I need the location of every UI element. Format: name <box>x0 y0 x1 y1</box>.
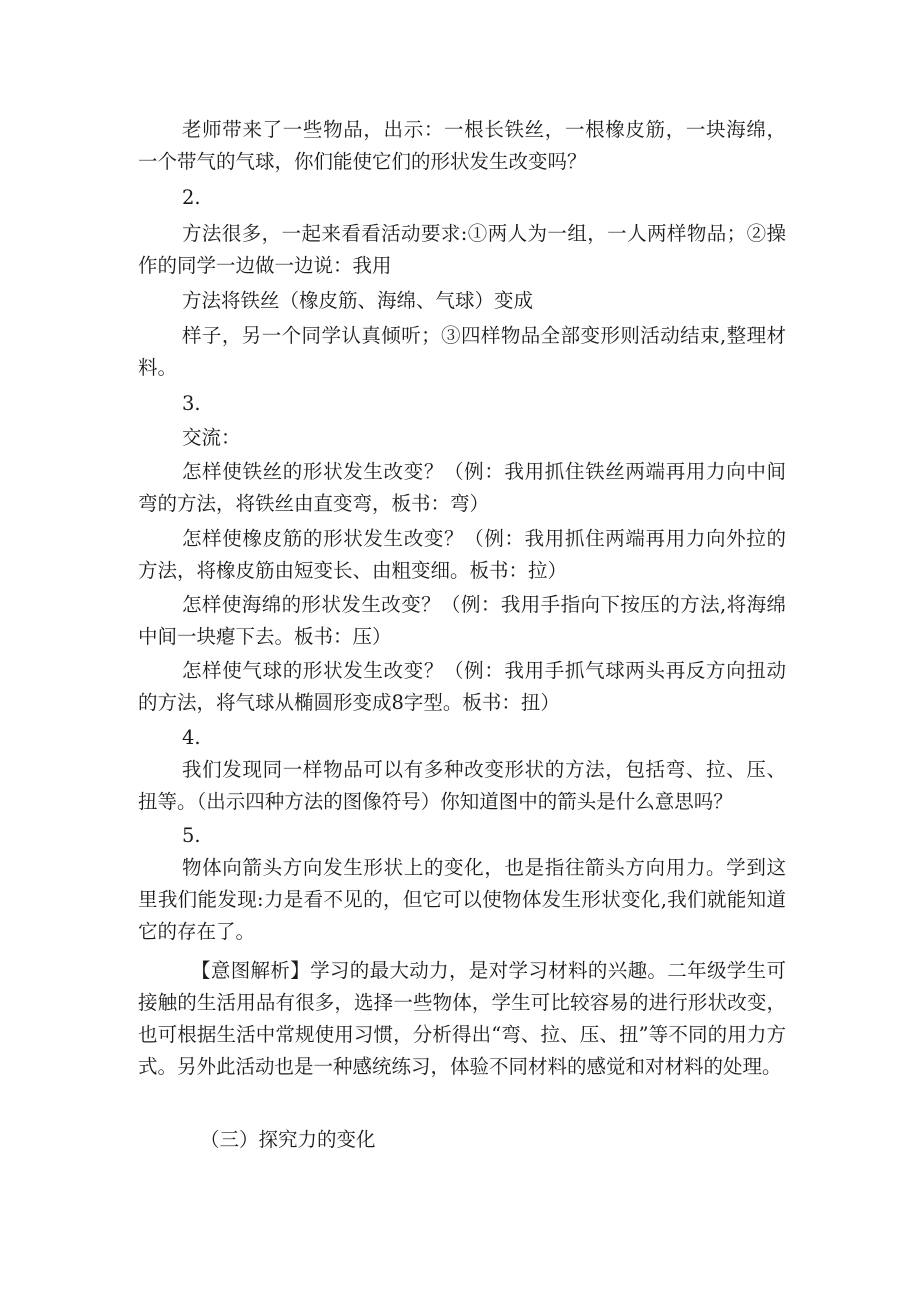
section-heading-explore-force: （三）探究力的变化 <box>200 1128 376 1151</box>
step-number-5: 5. <box>182 824 201 847</box>
paragraph-intent-analysis: 【意图解析】学习的最大动力，是对学习材料的兴趣。二年级学生可接触的生活用品有很多，选择一些物体，学生可比较容易的进行形状改变，也可根据生活中常规使用习惯，分析得出“弯、拉、压、扭”等不同的用力方式。另外此活动也是一种感统练习，体验不同材料的感觉和对材料的处理。 <box>138 959 786 1078</box>
paragraph-exchange-heading: 交流： <box>182 426 241 449</box>
paragraph-wire: 怎样使铁丝的形状发生改变？（例：我用抓住铁丝两端再用力向中间弯的方法，将铁丝由直变弯，板书：弯） <box>138 460 786 515</box>
paragraph-activity-requirements: 方法很多，一起来看看活动要求:①两人为一组，一人两样物品；②操作的同学一边做一边说：我用 <box>138 222 786 277</box>
paragraph-balloon: 怎样使气球的形状发生改变？（例：我用手抓气球两头再反方向扭动的方法，将气球从椭圆形变成8字型。板书：扭） <box>138 659 786 714</box>
paragraph-methods-summary: 我们发现同一样物品可以有多种改变形状的方法，包括弯、拉、压、扭等。（出示四种方法的图像符号）你知道图中的箭头是什么意思吗？ <box>138 758 786 813</box>
paragraph-sponge: 怎样使海绵的形状发生改变？（例：我用手指向下按压的方法,将海绵中间一块瘪下去。板书：压） <box>138 593 786 648</box>
paragraph-method-blank: 方法将铁丝（橡皮筋、海绵、气球）变成 <box>182 289 534 312</box>
paragraph-shape-blank: 样子，另一个同学认真倾听；③四样物品全部变形则活动结束,整理材料。 <box>138 324 786 379</box>
paragraph-force-conclusion: 物体向箭头方向发生形状上的变化，也是指往箭头方向用力。学到这里我们能发现:力是看不见的，但它可以使物体发生形状变化,我们就能知道它的存在了。 <box>138 856 786 943</box>
paragraph-intro-items: 老师带来了一些物品，出示：一根长铁丝，一根橡皮筋，一块海绵，一个带气的气球，你们能使它们的形状发生改变吗？ <box>138 118 786 173</box>
step-number-3: 3. <box>182 392 201 415</box>
step-number-2: 2. <box>182 186 201 209</box>
paragraph-rubber-band: 怎样使橡皮筋的形状发生改变？（例：我用抓住两端再用力向外拉的方法，将橡皮筋由短变长、由粗变细。板书：拉） <box>138 527 786 582</box>
step-number-4: 4. <box>182 726 201 749</box>
